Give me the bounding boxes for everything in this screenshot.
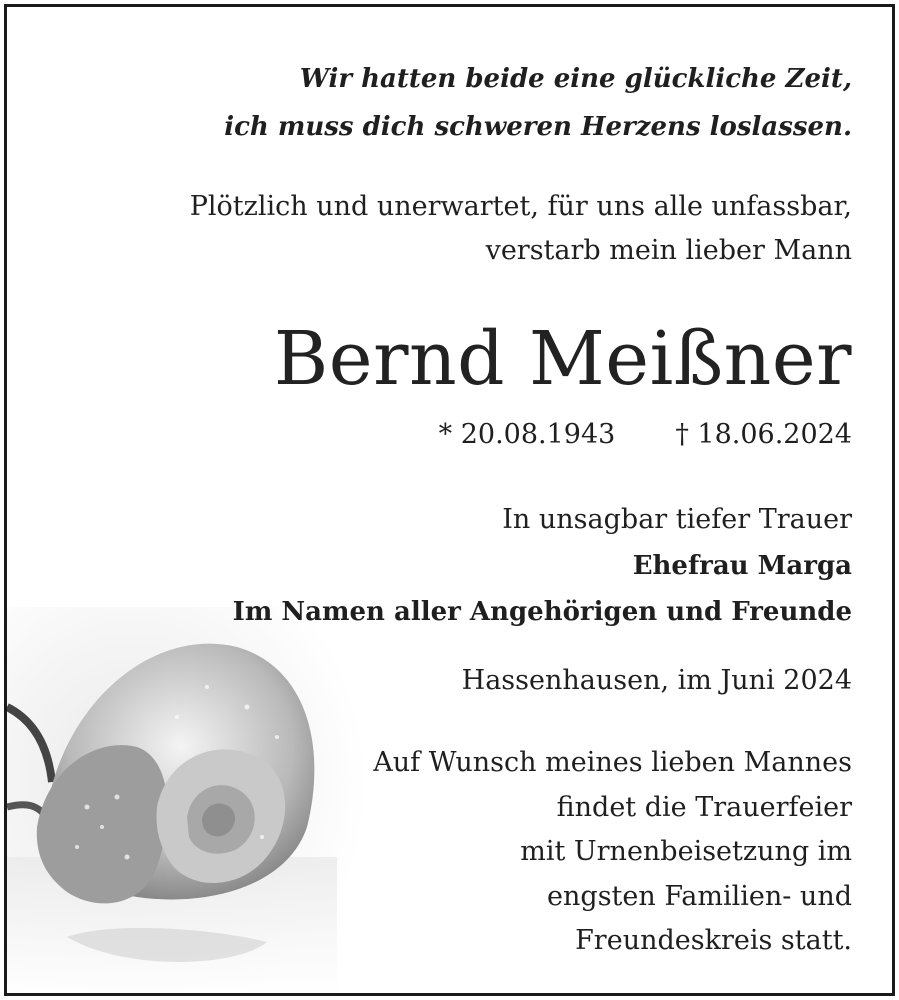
intro-line-2: verstarb mein lieber Mann <box>485 235 852 266</box>
announcement-intro <box>190 185 852 273</box>
death-date: † 18.06.2024 <box>675 419 852 450</box>
note-line-4: engsten Familien- und <box>547 880 852 912</box>
note-line-2: findet die Trauerfeier <box>556 791 852 823</box>
place-and-date: Hassenhausen, im Juni 2024 <box>461 665 852 696</box>
funeral-note <box>373 741 852 964</box>
note-line-5: Freundeskreis statt. <box>575 925 852 956</box>
birth-date: * 20.08.1943 <box>438 419 616 450</box>
motto-verse <box>224 55 852 151</box>
mourner-relatives: Im Namen aller Angehörigen und Freunde <box>232 597 852 627</box>
obituary-notice <box>4 4 895 996</box>
note-line-1: Auf Wunsch meines lieben Mannes <box>373 747 852 778</box>
mourning-intro: In unsagbar tiefer Trauer <box>502 504 852 535</box>
mourner-wife: Ehefrau Marga <box>632 551 852 581</box>
intro-line-1: Plötzlich und unerwartet, für uns alle unfassbar, <box>189 191 852 222</box>
motto-line-2: ich muss dich schweren Herzens loslassen. <box>224 112 852 142</box>
deceased-name: Bernd Meißner <box>273 316 852 402</box>
mourners-block <box>233 497 852 635</box>
motto-line-1: Wir hatten beide eine glückliche Zeit, <box>299 64 852 94</box>
white-rose-image <box>7 607 367 996</box>
life-dates <box>439 413 852 457</box>
note-line-3: mit Urnenbeisetzung im <box>520 836 852 867</box>
